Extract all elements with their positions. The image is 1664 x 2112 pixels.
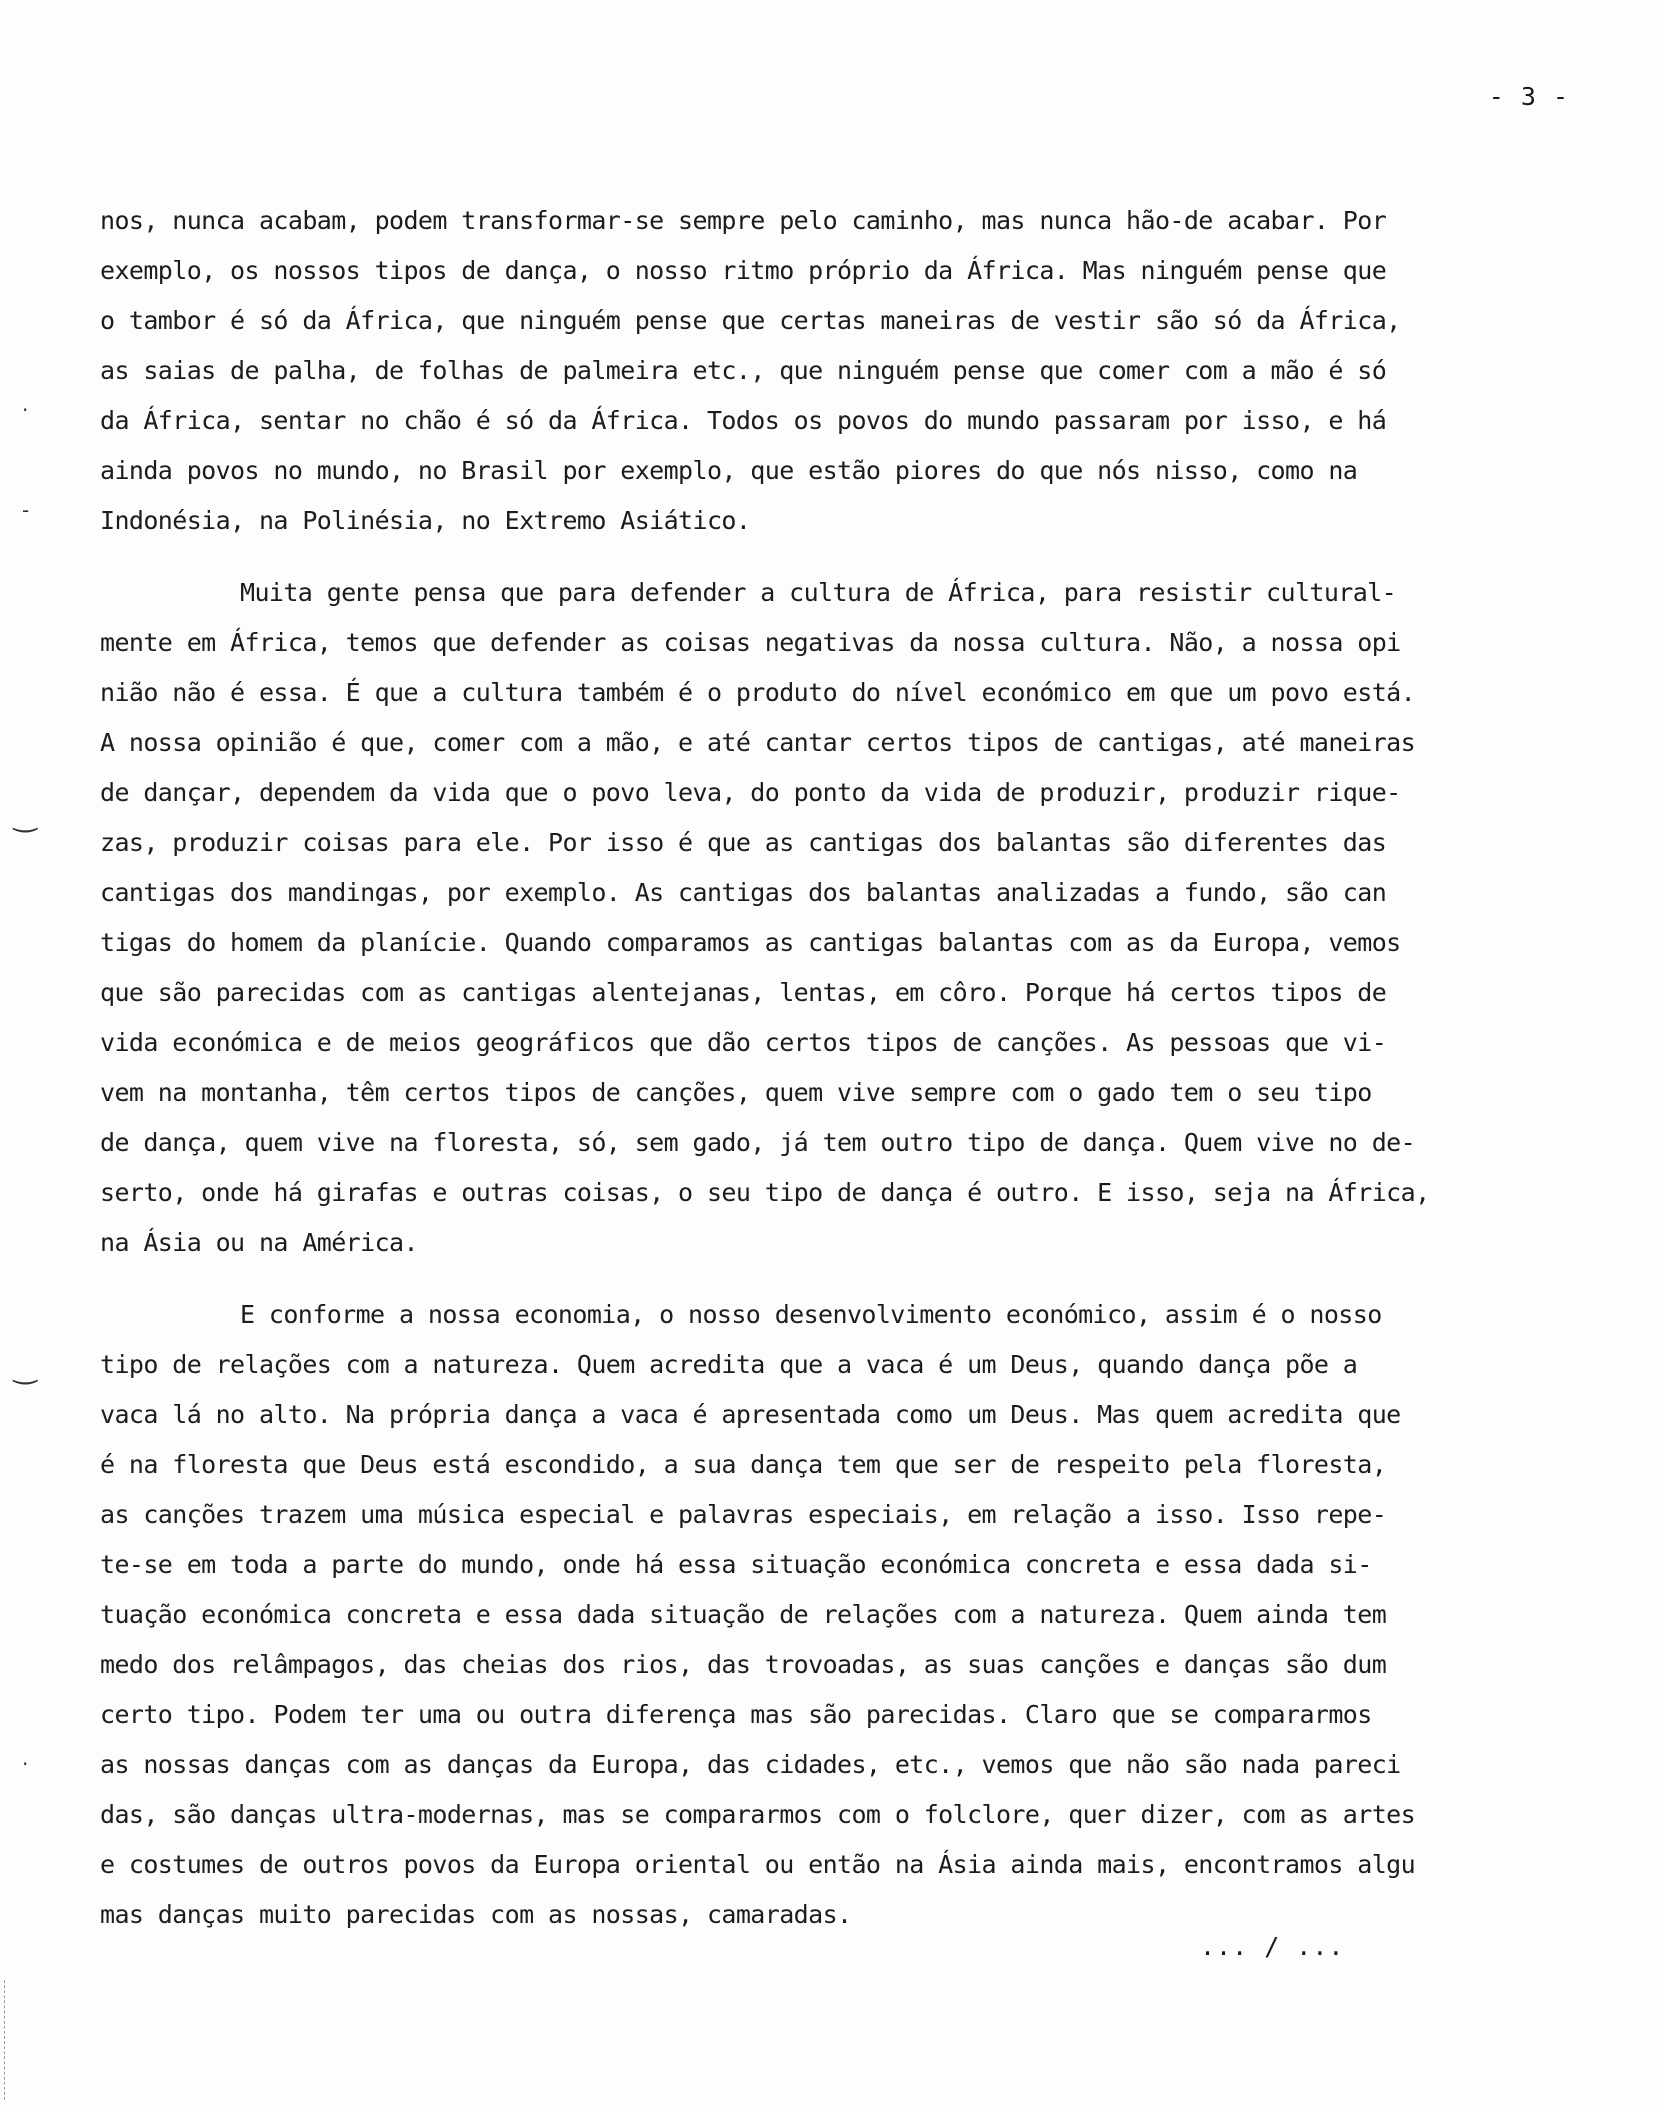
text-line: medo dos relâmpagos, das cheias dos rios, das trovoadas, as suas canções e danças são dum	[100, 1650, 1387, 1679]
paragraph-2	[100, 568, 1560, 1268]
text-line: tipo de relações com a natureza. Quem acredita que a vaca é um Deus, quando dança põe a	[100, 1350, 1358, 1379]
continuation-mark: ... / ...	[1200, 1932, 1345, 1961]
text-line: tigas do homem da planície. Quando comparamos as cantigas balantas com as da Europa, vemos	[100, 928, 1401, 957]
text-line: que são parecidas com as cantigas alentejanas, lentas, em côro. Porque há certos tipos de	[100, 978, 1387, 1007]
text-line: de dançar, dependem da vida que o povo leva, do ponto da vida de produzir, produzir rique-	[100, 778, 1401, 807]
text-line: cantigas dos mandingas, por exemplo. As cantigas dos balantas analizadas a fundo, são can	[100, 878, 1387, 907]
paragraph-3	[100, 1290, 1560, 1940]
margin-dot: ·	[22, 1752, 29, 1776]
text-line: as canções trazem uma música especial e palavras especiais, em relação a isso. Isso repe-	[100, 1500, 1387, 1529]
margin-dot: ·	[22, 398, 29, 422]
text-line: é na floresta que Deus está escondido, a sua dança tem que ser de respeito pela floresta,	[100, 1450, 1387, 1479]
text-line: zas, produzir coisas para ele. Por isso é que as cantigas dos balantas são diferentes das	[100, 828, 1387, 857]
text-line: da África, sentar no chão é só da África. Todos os povos do mundo passaram por isso, e há	[100, 406, 1387, 435]
text-line: serto, onde há girafas e outras coisas, o seu tipo de dança é outro. E isso, seja na África,	[100, 1178, 1430, 1207]
text-line: e costumes de outros povos da Europa oriental ou então na Ásia ainda mais, encontramos algu	[100, 1850, 1416, 1879]
text-line: vaca lá no alto. Na própria dança a vaca é apresentada como um Deus. Mas quem acredita que	[100, 1400, 1401, 1429]
text-line: mente em África, temos que defender as coisas negativas da nossa cultura. Não, a nossa opi	[100, 628, 1401, 657]
page-number: - 3 -	[1488, 82, 1569, 111]
margin-punch-line	[4, 1980, 6, 2100]
text-line: Indonésia, na Polinésia, no Extremo Asiático.	[100, 506, 751, 535]
text-line: vida económica e de meios geográficos que dão certos tipos de canções. As pessoas que vi-	[100, 1028, 1387, 1057]
text-line: nos, nunca acabam, podem transformar-se sempre pelo caminho, mas nunca hão-de acabar. Por	[100, 206, 1387, 235]
text-line: Muita gente pensa que para defender a cultura de África, para resistir cultural-	[240, 578, 1397, 607]
text-line: as nossas danças com as danças da Europa, das cidades, etc., vemos que não são nada pareci	[100, 1750, 1401, 1779]
text-line: certo tipo. Podem ter uma ou outra diferença mas são parecidas. Claro que se compararmos	[100, 1700, 1372, 1729]
margin-arc: ‿	[14, 1352, 37, 1385]
body-text	[100, 196, 1560, 1940]
text-line: nião não é essa. É que a cultura também é o produto do nível económico em que um povo está.	[100, 678, 1416, 707]
text-line: de dança, quem vive na floresta, só, sem gado, já tem outro tipo de dança. Quem vive no de-	[100, 1128, 1416, 1157]
text-line: E conforme a nossa economia, o nosso desenvolvimento económico, assim é o nosso	[240, 1300, 1382, 1329]
paragraph-gap	[100, 546, 1560, 568]
paragraph-1	[100, 196, 1560, 546]
text-line: te-se em toda a parte do mundo, onde há essa situação económica concreta e essa dada si-	[100, 1550, 1372, 1579]
text-line: tuação económica concreta e essa dada situação de relações com a natureza. Quem ainda tem	[100, 1600, 1387, 1629]
text-line: vem na montanha, têm certos tipos de canções, quem vive sempre com o gado tem o seu tipo	[100, 1078, 1372, 1107]
text-line: A nossa opinião é que, comer com a mão, e até cantar certos tipos de cantigas, até maneiras	[100, 728, 1416, 757]
paragraph-gap	[100, 1268, 1560, 1290]
text-line: exemplo, os nossos tipos de dança, o nosso ritmo próprio da África. Mas ninguém pense que	[100, 256, 1387, 285]
text-line: mas danças muito parecidas com as nossas, camaradas.	[100, 1900, 852, 1929]
text-line: das, são danças ultra-modernas, mas se compararmos com o folclore, quer dizer, com as artes	[100, 1800, 1416, 1829]
text-line: na Ásia ou na América.	[100, 1228, 418, 1257]
text-line: ainda povos no mundo, no Brasil por exemplo, que estão piores do que nós nisso, como na	[100, 456, 1358, 485]
margin-dash: -	[22, 498, 30, 522]
text-line: o tambor é só da África, que ninguém pense que certas maneiras de vestir são só da África,	[100, 306, 1401, 335]
margin-arc: ‿	[14, 800, 37, 833]
text-line: as saias de palha, de folhas de palmeira etc., que ninguém pense que comer com a mão é só	[100, 356, 1387, 385]
